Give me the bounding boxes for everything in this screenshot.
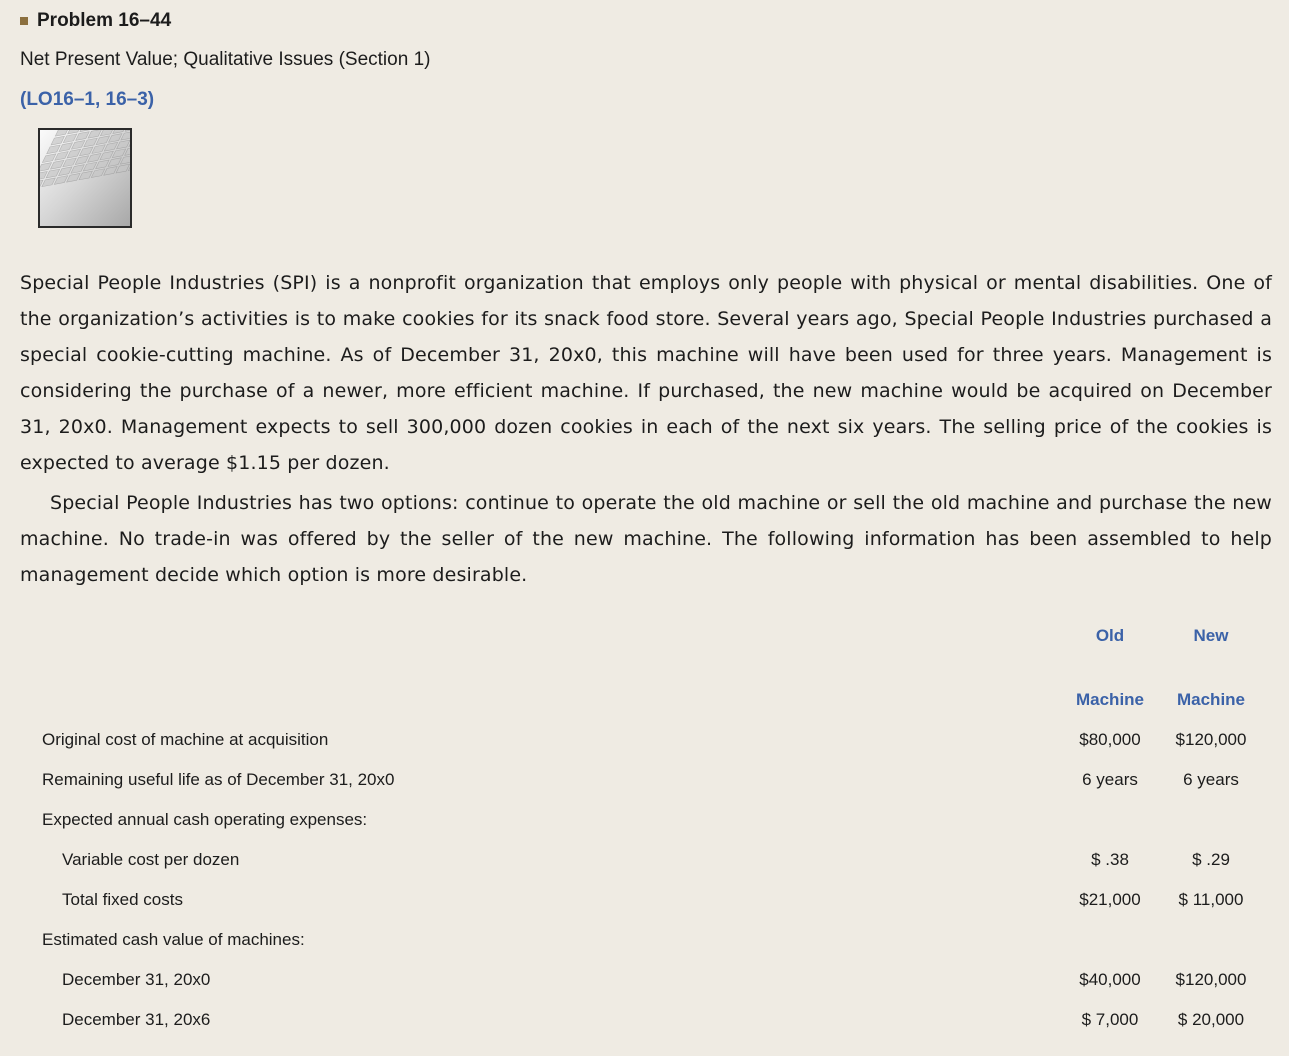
row-label-useful-life: Remaining useful life as of December 31, 20x0 <box>42 770 395 789</box>
header-new-machine: Machine <box>1176 690 1246 709</box>
keyboard-icon <box>38 128 132 228</box>
row-label-dec-20x6: December 31, 20x6 <box>62 1010 211 1029</box>
cell-new-useful-life: 6 years <box>1183 770 1239 789</box>
cell-old-useful-life: 6 years <box>1082 770 1138 789</box>
cell-old-fixed-costs: $21,000 <box>1079 890 1141 909</box>
header-new: New <box>1193 626 1229 645</box>
cell-new-dec-20x0: $120,000 <box>1175 970 1247 989</box>
cell-old-dec-20x0: $40,000 <box>1079 970 1141 989</box>
cell-new-dec-20x6: $ 20,000 <box>1177 1010 1245 1029</box>
cell-old-original-cost: $80,000 <box>1079 730 1141 749</box>
row-label-original-cost: Original cost of machine at acquisition <box>42 730 329 749</box>
row-label-cash-value: Estimated cash value of machines: <box>42 930 305 949</box>
row-label-operating-expenses: Expected annual cash operating expenses: <box>42 810 368 829</box>
cell-new-original-cost: $120,000 <box>1175 730 1247 749</box>
row-label-variable-cost: Variable cost per dozen <box>62 850 240 869</box>
cell-old-dec-20x6: $ 7,000 <box>1081 1010 1139 1029</box>
cell-new-variable-cost: $ .29 <box>1192 850 1230 869</box>
learning-objectives-link[interactable]: (LO16–1, 16–3) <box>20 89 155 110</box>
cell-old-variable-cost: $ .38 <box>1091 850 1129 869</box>
problem-subtitle: Net Present Value; Qualitative Issues (Section 1) <box>20 49 431 70</box>
header-old: Old <box>1095 626 1125 645</box>
problem-title-row <box>20 8 171 34</box>
row-label-fixed-costs: Total fixed costs <box>62 890 183 909</box>
row-label-dec-20x0: December 31, 20x0 <box>62 970 211 989</box>
header-old-machine: Machine <box>1075 690 1145 709</box>
problem-paragraph-1: Special People Industries (SPI) is a nonprofit organization that employs only people with physical or mental disabilities. One of the organization’s activities is to make cookies for its snack food store. Several years ago, Special People Industries purchased a special cookie-cutting machine. As of December 31, 20x0, this machine will have been used for three years. Management is considering the purchase of a newer, more efficient machine. If purchased, the new machine would be acquired on December 31, 20x0. Management expects to sell 300,000 dozen cookies in each of the next six years. The selling price of the cookies is expected to average $1.15 per dozen. <box>20 272 1272 474</box>
cell-new-fixed-costs: $ 11,000 <box>1178 890 1244 909</box>
problem-title: Problem 16–44 <box>37 10 172 31</box>
problem-paragraph-2: Special People Industries has two options: continue to operate the old machine or sell the old machine and purchase the new machine. No trade-in was offered by the seller of the new machine. The following information has been assembled to help management decide which option is more desirable. <box>20 492 1272 586</box>
square-bullet-icon <box>20 17 28 25</box>
